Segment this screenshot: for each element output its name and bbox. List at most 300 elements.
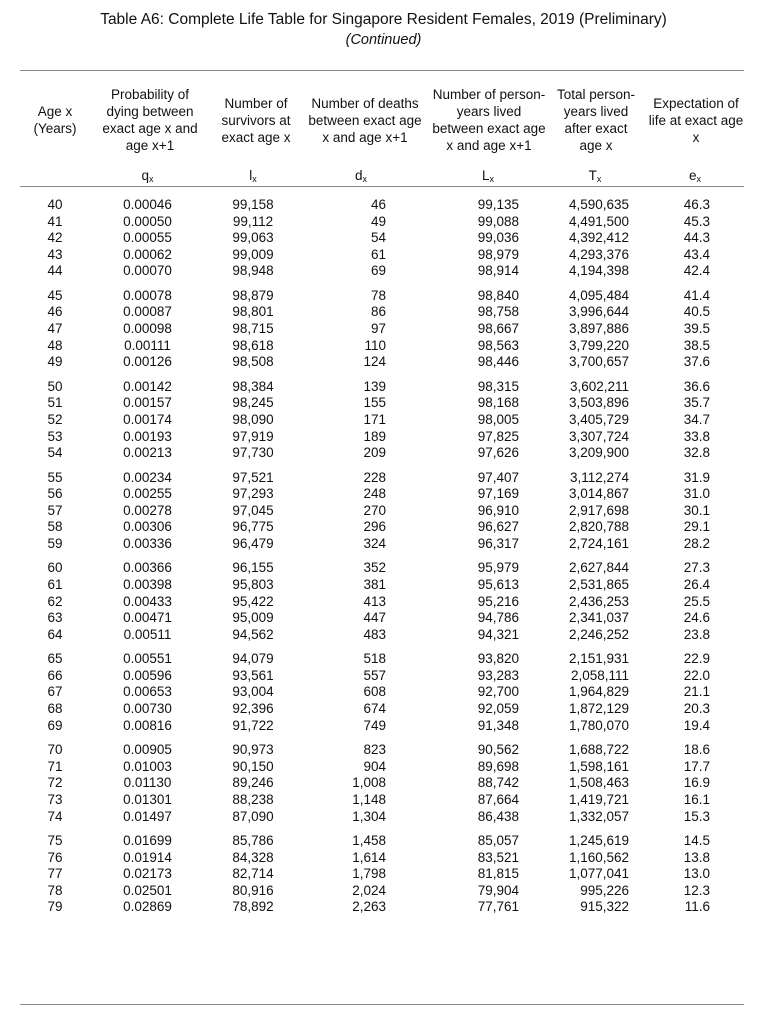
- dx-cell: 324: [363, 535, 386, 551]
- qx-cell: 0.00087: [123, 304, 172, 320]
- ex-cell: 38.5: [683, 337, 710, 353]
- lx-cell: 95,009: [232, 610, 274, 626]
- lx-cell: 90,973: [232, 742, 274, 758]
- header-rule: [20, 186, 744, 187]
- lx-cell: 99,009: [232, 246, 274, 262]
- ex-cell: 20.3: [683, 701, 710, 717]
- table-row: [0, 833, 767, 850]
- dx-cell: 209: [363, 445, 386, 461]
- lx-cell: 97,521: [232, 469, 274, 485]
- dx-cell: 78: [370, 287, 386, 303]
- age-cell: 62: [47, 593, 63, 609]
- ex-cell: 12.3: [683, 882, 710, 898]
- Tx-cell: 1,688,722: [568, 742, 629, 758]
- ex-cell: 13.0: [683, 866, 710, 882]
- qx-cell: 0.02501: [123, 882, 172, 898]
- age-cell: 51: [47, 395, 63, 411]
- Lx-cell: 95,216: [477, 593, 519, 609]
- Lx-cell: 81,815: [477, 866, 519, 882]
- header-deaths: Number of deaths between exact age x and age x+1: [308, 95, 422, 145]
- dx-cell: 2,024: [352, 882, 386, 898]
- lx-cell: 99,063: [232, 230, 274, 246]
- Tx-cell: 2,058,111: [570, 667, 629, 683]
- ex-cell: 28.2: [683, 535, 710, 551]
- qx-cell: 0.00551: [123, 651, 172, 667]
- Tx-cell: 3,503,896: [568, 395, 629, 411]
- lx-cell: 95,803: [232, 577, 274, 593]
- header-person-years: Number of person-years lived between exact age x and age x+1: [432, 87, 546, 153]
- qx-cell: 0.00193: [123, 428, 172, 444]
- table-row: [0, 321, 767, 338]
- dx-cell: 1,458: [352, 833, 386, 849]
- Lx-cell: 98,168: [477, 395, 519, 411]
- table-row: [0, 429, 767, 446]
- Tx-cell: 4,293,376: [568, 246, 629, 262]
- dx-cell: 189: [363, 428, 386, 444]
- qx-cell: 0.00055: [123, 230, 172, 246]
- Tx-cell: 1,508,463: [568, 775, 629, 791]
- ex-cell: 40.5: [683, 304, 710, 320]
- lx-cell: 98,948: [232, 263, 274, 279]
- Lx-cell: 88,742: [477, 775, 519, 791]
- qx-cell: 0.00046: [123, 197, 172, 212]
- symbol-dx: $d_x$: [354, 168, 367, 184]
- Tx-cell: 3,307,724: [568, 428, 629, 444]
- table-row: [0, 792, 767, 809]
- age-cell: 78: [47, 882, 63, 898]
- qx-cell: 0.00062: [123, 246, 172, 262]
- lx-cell: 97,919: [232, 428, 274, 444]
- qx-cell: 0.01699: [123, 833, 172, 849]
- Lx-cell: 79,904: [477, 882, 519, 898]
- lx-cell: 98,801: [232, 304, 274, 320]
- lx-cell: 96,775: [232, 519, 274, 535]
- Lx-cell: 92,059: [477, 701, 519, 717]
- lx-cell: 97,730: [232, 445, 274, 461]
- table-row: [0, 701, 767, 718]
- lx-cell: 87,090: [232, 808, 274, 824]
- dx-cell: 86: [370, 304, 386, 320]
- table-row: [0, 775, 767, 792]
- dx-cell: 413: [363, 593, 386, 609]
- table-row: [0, 718, 767, 735]
- ex-cell: 43.4: [683, 246, 710, 262]
- table-row: [0, 263, 767, 280]
- qx-cell: 0.00078: [123, 287, 172, 303]
- row-group: [0, 560, 767, 643]
- dx-cell: 557: [363, 667, 386, 683]
- age-cell: 74: [47, 808, 63, 824]
- row-group: [0, 742, 767, 825]
- Tx-cell: 2,341,037: [568, 610, 629, 626]
- table-row: [0, 197, 767, 214]
- ex-cell: 29.1: [683, 519, 710, 535]
- table-row: [0, 742, 767, 759]
- lx-cell: 93,561: [232, 667, 274, 683]
- Lx-cell: 92,700: [477, 684, 519, 700]
- lx-cell: 97,045: [232, 502, 274, 518]
- ex-cell: 26.4: [683, 577, 710, 593]
- age-cell: 56: [47, 486, 63, 502]
- age-cell: 79: [47, 899, 63, 915]
- qx-cell: 0.01914: [123, 849, 172, 865]
- lx-cell: 96,479: [232, 535, 274, 551]
- age-cell: 47: [47, 321, 63, 337]
- qx-cell: 0.02869: [123, 899, 172, 915]
- top-rule: [20, 70, 744, 71]
- ex-cell: 27.3: [683, 560, 710, 576]
- dx-cell: 749: [363, 717, 386, 733]
- dx-cell: 110: [364, 337, 386, 353]
- Lx-cell: 93,283: [477, 667, 519, 683]
- lx-cell: 94,562: [232, 626, 274, 642]
- header-survivors: Number of survivors at exact age x: [221, 95, 291, 145]
- ex-cell: 36.6: [683, 378, 710, 394]
- lx-cell: 78,892: [232, 899, 274, 915]
- Tx-cell: 915,322: [580, 899, 629, 915]
- age-cell: 58: [47, 519, 63, 535]
- ex-cell: 13.8: [683, 849, 710, 865]
- ex-cell: 35.7: [683, 395, 710, 411]
- header-total-person-years: Total person-years lived after exact age x: [556, 87, 636, 153]
- dx-cell: 155: [363, 395, 386, 411]
- age-cell: 60: [47, 560, 63, 576]
- Lx-cell: 77,761: [477, 899, 519, 915]
- table-row: [0, 338, 767, 355]
- ex-cell: 24.6: [683, 610, 710, 626]
- lx-cell: 90,150: [232, 758, 274, 774]
- qx-cell: 0.00126: [123, 354, 172, 370]
- Tx-cell: 4,392,412: [568, 230, 629, 246]
- row-group: [0, 833, 767, 916]
- age-cell: 55: [47, 469, 63, 485]
- ex-cell: 34.7: [683, 411, 710, 427]
- ex-cell: 42.4: [683, 263, 710, 279]
- Tx-cell: 2,724,161: [568, 535, 629, 551]
- Lx-cell: 98,667: [477, 321, 519, 337]
- lx-cell: 99,112: [232, 213, 274, 229]
- age-cell: 76: [47, 849, 63, 865]
- Lx-cell: 95,613: [477, 577, 519, 593]
- qx-cell: 0.00278: [123, 502, 172, 518]
- Lx-cell: 95,979: [477, 560, 519, 576]
- Lx-cell: 97,169: [477, 486, 519, 502]
- lx-cell: 98,245: [232, 395, 274, 411]
- dx-cell: 69: [370, 263, 386, 279]
- Tx-cell: 3,405,729: [568, 411, 629, 427]
- dx-cell: 97: [370, 321, 386, 337]
- qx-cell: 0.00511: [123, 626, 172, 642]
- Lx-cell: 99,036: [477, 230, 519, 246]
- qx-cell: 0.01301: [123, 791, 172, 807]
- lx-cell: 95,422: [232, 593, 274, 609]
- Tx-cell: 3,897,886: [568, 321, 629, 337]
- age-cell: 46: [47, 304, 63, 320]
- table-row: [0, 883, 767, 900]
- qx-cell: 0.00905: [123, 742, 172, 758]
- ex-cell: 19.4: [683, 717, 710, 733]
- Tx-cell: 2,917,698: [568, 502, 629, 518]
- bottom-rule: [20, 1004, 744, 1005]
- age-cell: 45: [47, 287, 63, 303]
- Lx-cell: 93,820: [477, 651, 519, 667]
- Tx-cell: 2,627,844: [568, 560, 629, 576]
- Tx-cell: 3,209,900: [568, 445, 629, 461]
- age-cell: 52: [47, 411, 63, 427]
- age-cell: 49: [47, 354, 63, 370]
- table-row: [0, 247, 767, 264]
- Lx-cell: 97,626: [477, 445, 519, 461]
- qx-cell: 0.00174: [123, 411, 172, 427]
- ex-cell: 16.1: [683, 791, 710, 807]
- table-row: [0, 759, 767, 776]
- age-cell: 77: [47, 866, 63, 882]
- dx-cell: 49: [370, 213, 386, 229]
- age-cell: 50: [47, 378, 63, 394]
- row-group: [0, 288, 767, 371]
- lx-cell: 80,916: [232, 882, 274, 898]
- age-cell: 71: [47, 758, 63, 774]
- Lx-cell: 97,407: [477, 469, 519, 485]
- header-life-expectancy: Expectation of life at exact age x: [648, 95, 744, 145]
- Tx-cell: 3,112,274: [569, 469, 629, 485]
- ex-cell: 44.3: [683, 230, 710, 246]
- Tx-cell: 1,598,161: [568, 758, 629, 774]
- lx-cell: 98,879: [232, 287, 274, 303]
- Lx-cell: 86,438: [477, 808, 519, 824]
- table-body: [0, 197, 767, 924]
- ex-cell: 16.9: [683, 775, 710, 791]
- Lx-cell: 98,840: [477, 287, 519, 303]
- row-group: [0, 379, 767, 462]
- table-row: [0, 412, 767, 429]
- dx-cell: 61: [370, 246, 386, 262]
- table-row: [0, 230, 767, 247]
- table-row: [0, 866, 767, 883]
- qx-cell: 0.00234: [123, 469, 172, 485]
- Tx-cell: 3,014,867: [568, 486, 629, 502]
- Tx-cell: 3,996,644: [568, 304, 629, 320]
- qx-cell: 0.00398: [123, 577, 172, 593]
- Tx-cell: 2,151,931: [568, 651, 629, 667]
- ex-cell: 17.7: [683, 758, 710, 774]
- lx-cell: 98,090: [232, 411, 274, 427]
- dx-cell: 1,148: [352, 791, 386, 807]
- lx-cell: 88,238: [232, 791, 274, 807]
- Lx-cell: 98,914: [477, 263, 519, 279]
- dx-cell: 823: [363, 742, 386, 758]
- dx-cell: 139: [363, 378, 386, 394]
- qx-cell: 0.00730: [123, 701, 172, 717]
- Lx-cell: 87,664: [477, 791, 519, 807]
- lx-cell: 94,079: [232, 651, 274, 667]
- dx-cell: 608: [363, 684, 386, 700]
- age-cell: 40: [47, 197, 63, 212]
- table-row: [0, 304, 767, 321]
- dx-cell: 518: [363, 651, 386, 667]
- Tx-cell: 1,077,041: [568, 866, 629, 882]
- ex-cell: 45.3: [683, 213, 710, 229]
- ex-cell: 33.8: [683, 428, 710, 444]
- table-row: [0, 651, 767, 668]
- symbol-ex: $e_x$: [688, 168, 701, 184]
- Lx-cell: 83,521: [477, 849, 519, 865]
- Tx-cell: 4,095,484: [568, 287, 629, 303]
- table-row: [0, 684, 767, 701]
- Lx-cell: 90,562: [477, 742, 519, 758]
- age-cell: 64: [47, 626, 63, 642]
- age-cell: 65: [47, 651, 63, 667]
- lx-cell: 99,158: [232, 197, 274, 212]
- lx-cell: 98,715: [232, 321, 274, 337]
- Tx-cell: 1,245,619: [568, 833, 629, 849]
- lx-cell: 97,293: [232, 486, 274, 502]
- Lx-cell: 94,321: [477, 626, 519, 642]
- age-cell: 43: [47, 246, 63, 262]
- ex-cell: 14.5: [683, 833, 710, 849]
- Tx-cell: 2,531,865: [568, 577, 629, 593]
- dx-cell: 381: [363, 577, 386, 593]
- Lx-cell: 98,446: [477, 354, 519, 370]
- qx-cell: 0.00816: [123, 717, 172, 733]
- Tx-cell: 2,246,252: [568, 626, 629, 642]
- ex-cell: 11.6: [684, 899, 710, 915]
- age-cell: 72: [47, 775, 63, 791]
- Lx-cell: 98,005: [477, 411, 519, 427]
- Tx-cell: 1,780,070: [568, 717, 629, 733]
- qx-cell: 0.01003: [123, 758, 172, 774]
- dx-cell: 352: [363, 560, 386, 576]
- dx-cell: 248: [363, 486, 386, 502]
- Tx-cell: 995,226: [580, 882, 629, 898]
- row-group: [0, 197, 767, 280]
- lx-cell: 85,786: [232, 833, 274, 849]
- qx-cell: 0.01497: [123, 808, 172, 824]
- qx-cell: 0.00255: [123, 486, 172, 502]
- qx-cell: 0.00596: [123, 667, 172, 683]
- qx-cell: 0.01130: [123, 775, 172, 791]
- Lx-cell: 89,698: [477, 758, 519, 774]
- Tx-cell: 3,799,220: [568, 337, 629, 353]
- Lx-cell: 98,315: [477, 378, 519, 394]
- age-cell: 75: [47, 833, 63, 849]
- symbol-Tx: $T_x$: [588, 168, 602, 184]
- dx-cell: 171: [363, 411, 386, 427]
- dx-cell: 124: [363, 354, 386, 370]
- table-row: [0, 214, 767, 231]
- age-cell: 73: [47, 791, 63, 807]
- Lx-cell: 97,825: [477, 428, 519, 444]
- table-row: [0, 519, 767, 536]
- qx-cell: 0.00366: [123, 560, 172, 576]
- header-probability-dying: Probability of dying between exact age x and age x+1: [102, 87, 198, 153]
- dx-cell: 270: [363, 502, 386, 518]
- ex-cell: 30.1: [683, 502, 710, 518]
- Tx-cell: 1,332,057: [568, 808, 629, 824]
- qx-cell: 0.00050: [123, 213, 172, 229]
- ex-cell: 46.3: [683, 197, 710, 212]
- ex-cell: 23.8: [683, 626, 710, 642]
- ex-cell: 25.5: [683, 593, 710, 609]
- ex-cell: 18.6: [683, 742, 710, 758]
- table-subtitle: (Continued): [345, 32, 422, 48]
- Tx-cell: 1,964,829: [568, 684, 629, 700]
- qx-cell: 0.00111: [124, 337, 171, 353]
- age-cell: 69: [47, 717, 63, 733]
- Tx-cell: 2,820,788: [568, 519, 629, 535]
- table-row: [0, 899, 767, 916]
- Lx-cell: 85,057: [477, 833, 519, 849]
- symbol-lx: $l_x$: [249, 168, 257, 184]
- ex-cell: 22.0: [683, 667, 710, 683]
- qx-cell: 0.00336: [123, 535, 172, 551]
- age-cell: 61: [47, 577, 63, 593]
- lx-cell: 84,328: [232, 849, 274, 865]
- dx-cell: 1,304: [352, 808, 386, 824]
- table-row: [0, 560, 767, 577]
- table-row: [0, 809, 767, 826]
- symbol-qx: $q_x$: [141, 168, 154, 184]
- table-row: [0, 850, 767, 867]
- Tx-cell: 3,700,657: [568, 354, 629, 370]
- qx-cell: 0.00653: [123, 684, 172, 700]
- Tx-cell: 1,419,721: [568, 791, 629, 807]
- Lx-cell: 98,563: [477, 337, 519, 353]
- Tx-cell: 4,491,500: [568, 213, 629, 229]
- lx-cell: 93,004: [232, 684, 274, 700]
- age-cell: 53: [47, 428, 63, 444]
- age-cell: 41: [47, 213, 63, 229]
- age-cell: 67: [47, 684, 63, 700]
- lx-cell: 98,618: [232, 337, 274, 353]
- table-row: [0, 577, 767, 594]
- qx-cell: 0.00157: [123, 395, 172, 411]
- Lx-cell: 98,979: [477, 246, 519, 262]
- table-row: [0, 445, 767, 462]
- table-row: [0, 610, 767, 627]
- dx-cell: 228: [363, 469, 386, 485]
- table-row: [0, 668, 767, 685]
- Tx-cell: 1,872,129: [568, 701, 629, 717]
- dx-cell: 296: [363, 519, 386, 535]
- ex-cell: 31.0: [683, 486, 710, 502]
- dx-cell: 54: [370, 230, 386, 246]
- Lx-cell: 99,088: [477, 213, 519, 229]
- ex-cell: 21.1: [683, 684, 710, 700]
- dx-cell: 904: [363, 758, 386, 774]
- age-cell: 57: [47, 502, 63, 518]
- table-row: [0, 536, 767, 553]
- qx-cell: 0.00098: [123, 321, 172, 337]
- Tx-cell: 4,194,398: [568, 263, 629, 279]
- age-cell: 70: [47, 742, 63, 758]
- qx-cell: 0.00471: [123, 610, 172, 626]
- qx-cell: 0.00142: [123, 378, 172, 394]
- ex-cell: 41.4: [683, 287, 710, 303]
- qx-cell: 0.00306: [123, 519, 172, 535]
- table-row: [0, 395, 767, 412]
- table-row: [0, 354, 767, 371]
- age-cell: 63: [47, 610, 63, 626]
- qx-cell: 0.00213: [123, 445, 172, 461]
- age-cell: 44: [47, 263, 63, 279]
- ex-cell: 15.3: [683, 808, 710, 824]
- Tx-cell: 4,590,635: [568, 197, 629, 212]
- table-row: [0, 470, 767, 487]
- Lx-cell: 96,910: [477, 502, 519, 518]
- Lx-cell: 98,758: [477, 304, 519, 320]
- ex-cell: 31.9: [683, 469, 710, 485]
